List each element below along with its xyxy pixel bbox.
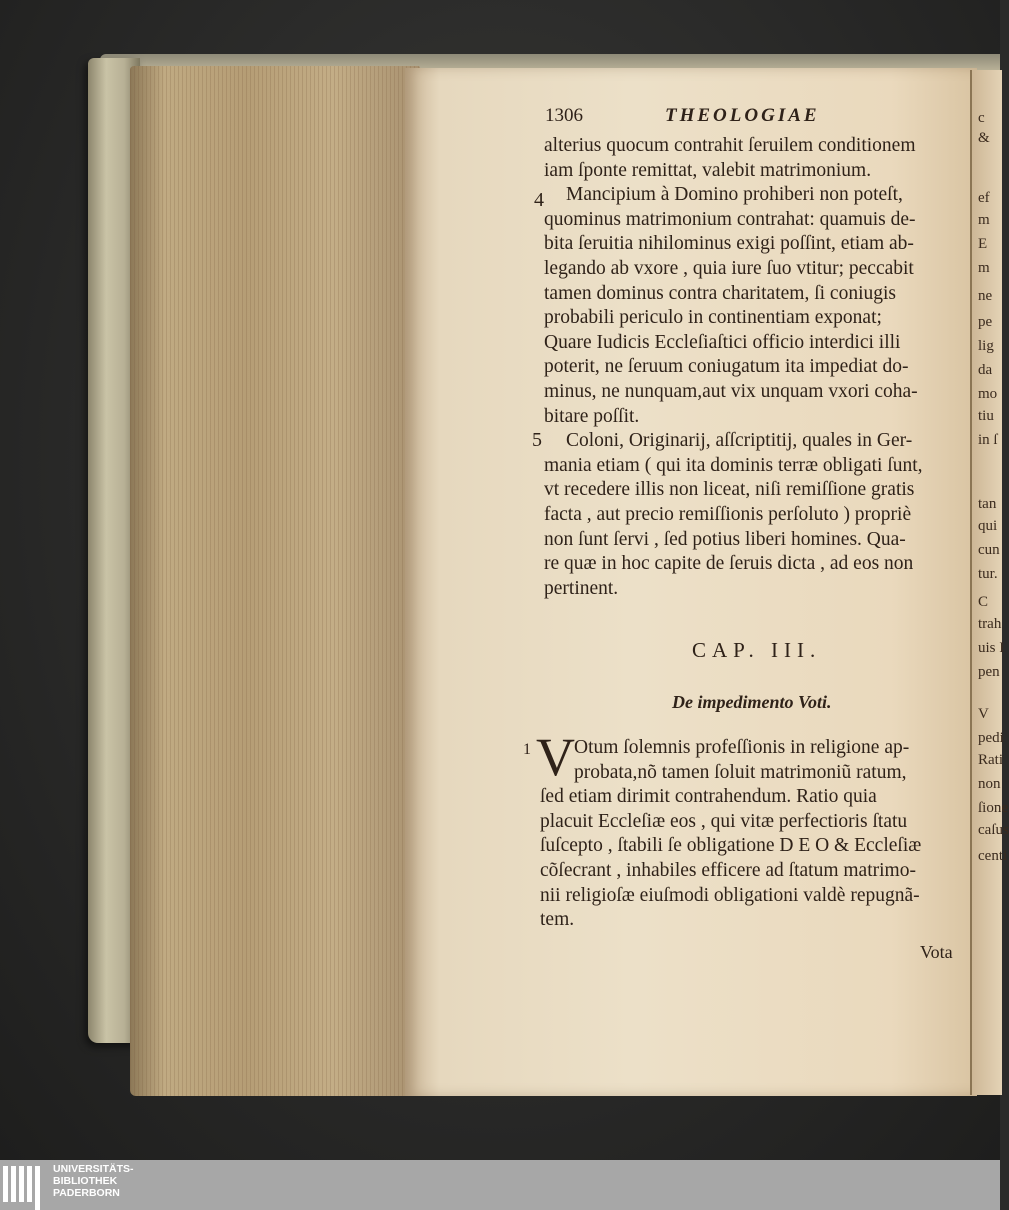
next-page-fragment: c: [978, 110, 985, 126]
next-page-fragment: ef: [978, 190, 990, 206]
library-name-line: PADERBORN: [53, 1187, 120, 1199]
next-page-fragment: ne: [978, 288, 993, 304]
next-page-fragment: pe: [978, 314, 993, 330]
text-line: pertinent.: [544, 577, 619, 599]
next-page-fragment: pedi: [978, 730, 1004, 746]
next-page-fragment: uis I: [978, 640, 1005, 656]
next-page-fragment: qui: [978, 518, 998, 534]
chapter-heading: CAP. III.: [692, 638, 822, 662]
text-line: bitare poſſit.: [544, 405, 640, 427]
text-line: Quare Iudicis Eccleſiaſtici officio interdici illi: [544, 331, 901, 353]
text-line: non ſunt ſervi , ſed potius liberi homines. Qua-: [544, 528, 906, 550]
running-title: THEOLOGIAE: [665, 105, 820, 126]
next-page-fragment: mo: [978, 386, 998, 402]
text-line: tamen dominus contra charitatem, ſi coniugis: [544, 282, 896, 304]
next-page-fragment: pen: [978, 664, 1000, 680]
next-page-fragment: centi: [978, 848, 1008, 864]
text-line: alterius quocum contrahit ſeruilem conditionem: [544, 135, 916, 156]
next-page-fragment: da: [978, 362, 993, 378]
text-line: Otum ſolemnis profeſſionis in religione ap-: [574, 737, 910, 758]
text-line: ſed etiam dirimit contrahendum. Ratio quia: [540, 786, 877, 808]
text-line: minus, ne nunquam,aut vix unquam vxori coha-: [544, 381, 918, 402]
next-page-fragment: tur.: [978, 566, 998, 582]
text-line: legando ab vxore , quia iure ſuo vtitur; peccabit: [544, 258, 914, 279]
margin-number: 4: [534, 189, 544, 211]
library-name-line: UNIVERSITÄTS-: [53, 1163, 134, 1175]
text-line: cõſecrant , inhabiles efficere ad ſtatum matrimo-: [540, 860, 916, 881]
next-page-fragment: m: [978, 260, 990, 276]
next-page-fragment: cun: [978, 542, 1000, 558]
text-line: poterit, ne ſeruum coniugatum ita impediat do-: [544, 356, 909, 378]
next-page-fragment: non: [978, 776, 1001, 792]
text-line: nii religioſæ eiuſmodi obligationi valdè repugnã-: [540, 884, 920, 906]
next-page-fragment: trah: [978, 616, 1002, 632]
next-page-fragment: &: [978, 130, 990, 146]
text-line: quominus matrimonium contrahat: quamuis de-: [544, 208, 916, 230]
text-line: iam ſponte remittat, valebit matrimonium.: [544, 159, 872, 181]
next-page-fragment: m: [978, 212, 990, 228]
text-line: ſuſcepto , ſtabili ſe obligatione D E O & Eccleſiæ: [540, 835, 922, 857]
text-line: probabili periculo in continentiam exponat;: [544, 307, 882, 329]
next-page-edge: [970, 70, 1009, 1095]
text-line: bita ſeruitia nihilominus exigi poſſint, etiam ab-: [544, 233, 914, 255]
library-logo-icon: [3, 1166, 43, 1206]
next-page-fragment: E: [978, 236, 988, 252]
page-number: 1306: [545, 105, 583, 126]
text-line: Coloni, Originarij, aſſcriptitij, quales in Ger-: [566, 430, 913, 452]
chapter-subtitle: De impedimento Voti.: [672, 692, 832, 712]
margin-number: 5: [532, 429, 542, 451]
next-page-fragment: caſus: [978, 822, 1009, 838]
text-line: Mancipium à Domino prohiberi non poteſt,: [566, 184, 903, 206]
next-page-fragment: tan: [978, 496, 997, 512]
section-number: 1: [523, 741, 531, 758]
text-line: tem.: [540, 909, 575, 931]
text-line: probata,nõ tamen ſoluit matrimoniũ ratum,: [574, 761, 907, 783]
library-name: [53, 1163, 134, 1199]
next-page-fragment: ſione: [978, 800, 1008, 816]
next-page-fragment: in ſ: [978, 432, 998, 448]
catchword: Vota: [920, 942, 953, 962]
library-name-line: BIBLIOTHEK: [53, 1175, 118, 1187]
next-page-fragment: C: [978, 594, 989, 610]
next-page-fragment: tiu: [978, 408, 994, 424]
next-page-fragment: lig: [978, 338, 994, 354]
footer-bar: [0, 1160, 1000, 1210]
text-line: re quæ in hoc capite de ſeruis dicta , ad eos non: [544, 553, 914, 575]
next-page-fragment: V: [978, 706, 989, 722]
next-page-fragment: Rati: [978, 752, 1003, 768]
text-line: facta , aut precio remiſſionis perſoluto ) propriè: [544, 504, 912, 525]
page-block-edge: [130, 66, 420, 1096]
text-line: placuit Eccleſiæ eos , qui vitæ perfectioris ſtatu: [540, 810, 908, 832]
drop-cap: V: [536, 727, 575, 787]
text-line: mania etiam ( qui ita dominis terræ obligati ſunt,: [544, 454, 923, 476]
text-line: vt recedere illis non liceat, niſi remiſſione gratis: [544, 479, 915, 501]
